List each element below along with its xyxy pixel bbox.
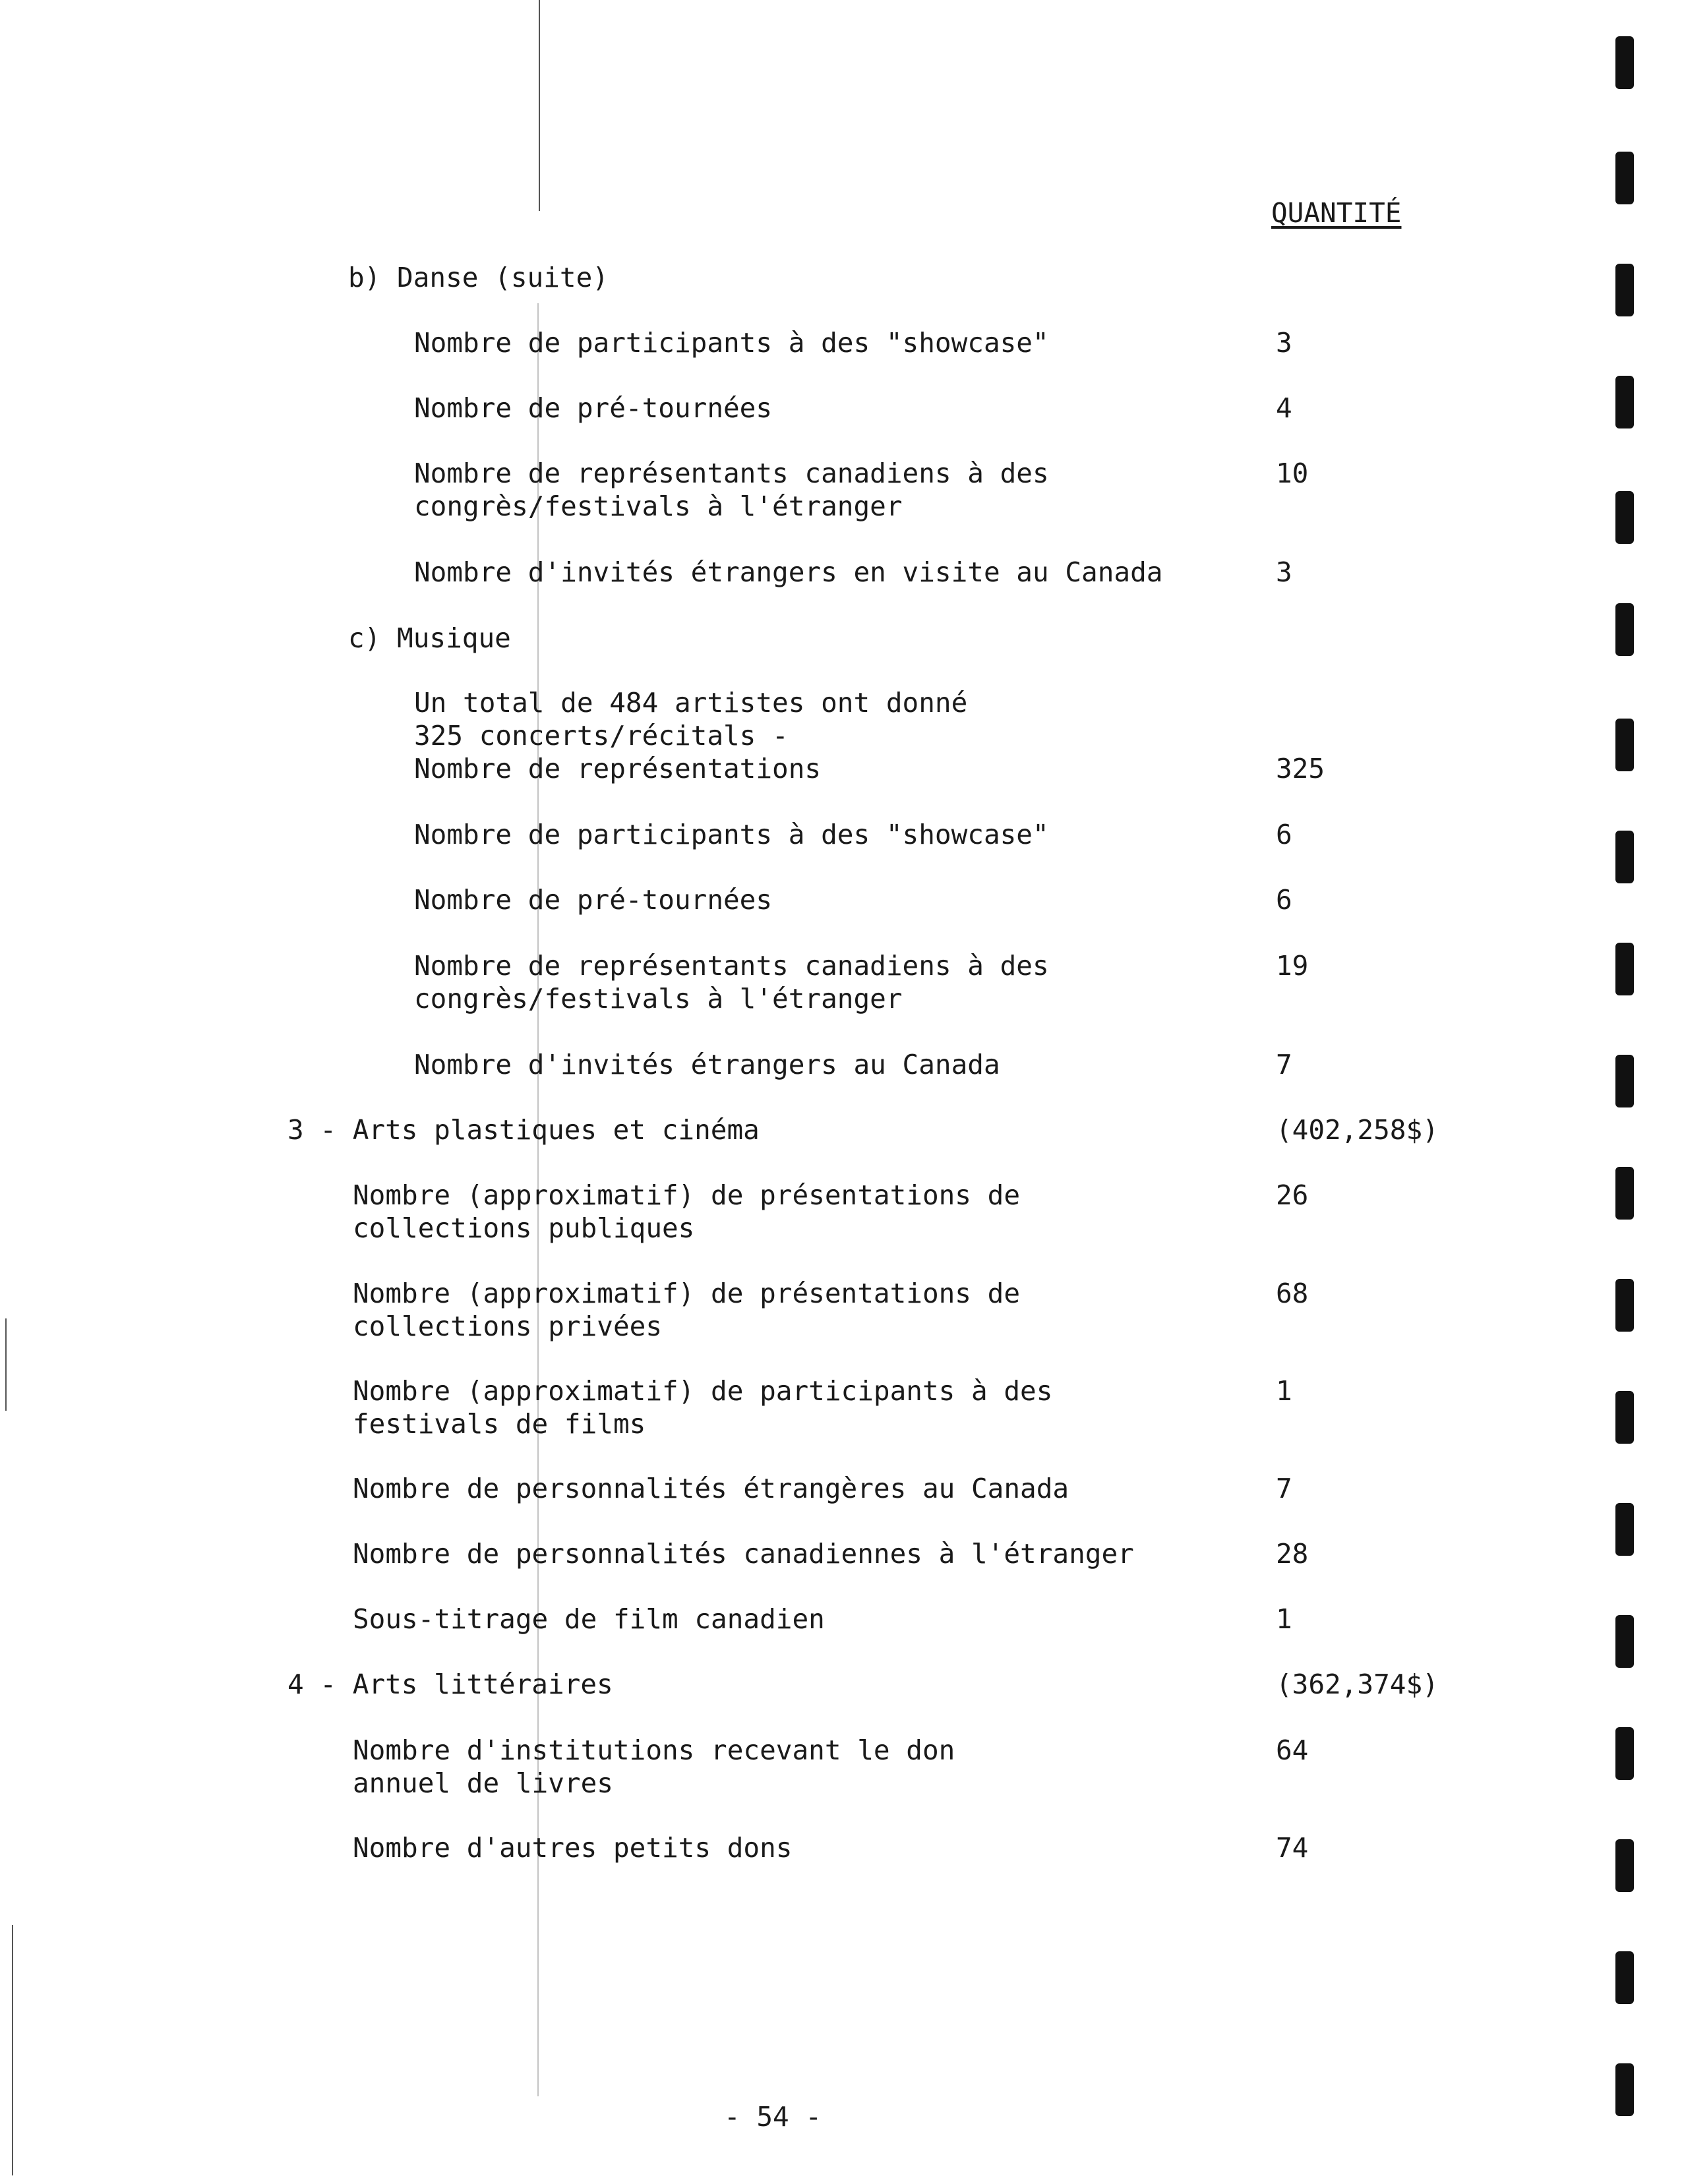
section-heading: 3 - Arts plastiques et cinéma — [287, 1114, 760, 1146]
row-value: 28 — [1276, 1538, 1309, 1570]
row-label: Nombre de pré-tournées — [414, 392, 773, 424]
scan-line — [12, 1925, 13, 2175]
row-value: 10 — [1276, 457, 1309, 489]
row-label: Nombre de personnalités canadiennes à l'étranger — [353, 1538, 1134, 1570]
row-label: Nombre de représentants canadiens à des congrès/festivals à l'étranger — [414, 457, 1049, 522]
row-label: Nombre de participants à des "showcase" — [414, 327, 1049, 359]
quantity-header: QUANTITÉ — [1271, 197, 1402, 229]
row-label: Nombre (approximatif) de présentations de collections privées — [353, 1278, 1021, 1342]
section-heading: 4 - Arts littéraires — [287, 1668, 613, 1700]
row-label: Nombre de pré-tournées — [414, 884, 773, 916]
section-heading: c) Musique — [348, 622, 511, 654]
row-label: Nombre d'autres petits dons — [353, 1832, 793, 1864]
scan-line — [5, 1318, 7, 1411]
row-value: 26 — [1276, 1179, 1309, 1211]
row-label: Nombre de participants à des "showcase" — [414, 819, 1049, 850]
row-value: 6 — [1276, 884, 1292, 916]
row-label: Nombre d'invités étrangers en visite au Canada — [414, 556, 1163, 588]
row-label: Nombre d'invités étrangers au Canada — [414, 1049, 1000, 1080]
row-label: Nombre (approximatif) de participants à des festivals de films — [353, 1375, 1053, 1440]
row-value: 74 — [1276, 1832, 1309, 1864]
row-label: Nombre (approximatif) de présentations de collections publiques — [353, 1179, 1021, 1244]
row-value: 68 — [1276, 1278, 1309, 1309]
row-value: 6 — [1276, 819, 1292, 850]
section-heading: b) Danse (suite) — [348, 262, 609, 293]
row-label: Nombre d'institutions recevant le don annuel de livres — [353, 1734, 955, 1799]
row-value: 1 — [1276, 1603, 1292, 1635]
row-value: 7 — [1276, 1049, 1292, 1080]
row-value: 19 — [1276, 950, 1309, 982]
row-value: 7 — [1276, 1473, 1292, 1504]
scan-line — [539, 0, 540, 211]
section-budget: (402,258$) — [1276, 1114, 1439, 1146]
row-value: 3 — [1276, 556, 1292, 588]
row-label: Nombre de personnalités étrangères au Canada — [353, 1473, 1069, 1504]
row-value: 3 — [1276, 327, 1292, 359]
page-number: - 54 - — [724, 2101, 822, 2133]
row-label: Sous-titrage de film canadien — [353, 1603, 825, 1635]
row-label: Nombre de représentants canadiens à des congrès/festivals à l'étranger — [414, 950, 1049, 1015]
row-value: 4 — [1276, 392, 1292, 424]
section-budget: (362,374$) — [1276, 1668, 1439, 1700]
row-value: 325 — [1276, 753, 1325, 784]
row-value: 64 — [1276, 1734, 1309, 1766]
row-label: Un total de 484 artistes ont donné 325 concerts/récitals - Nombre de représentations — [414, 687, 968, 784]
row-value: 1 — [1276, 1375, 1292, 1407]
